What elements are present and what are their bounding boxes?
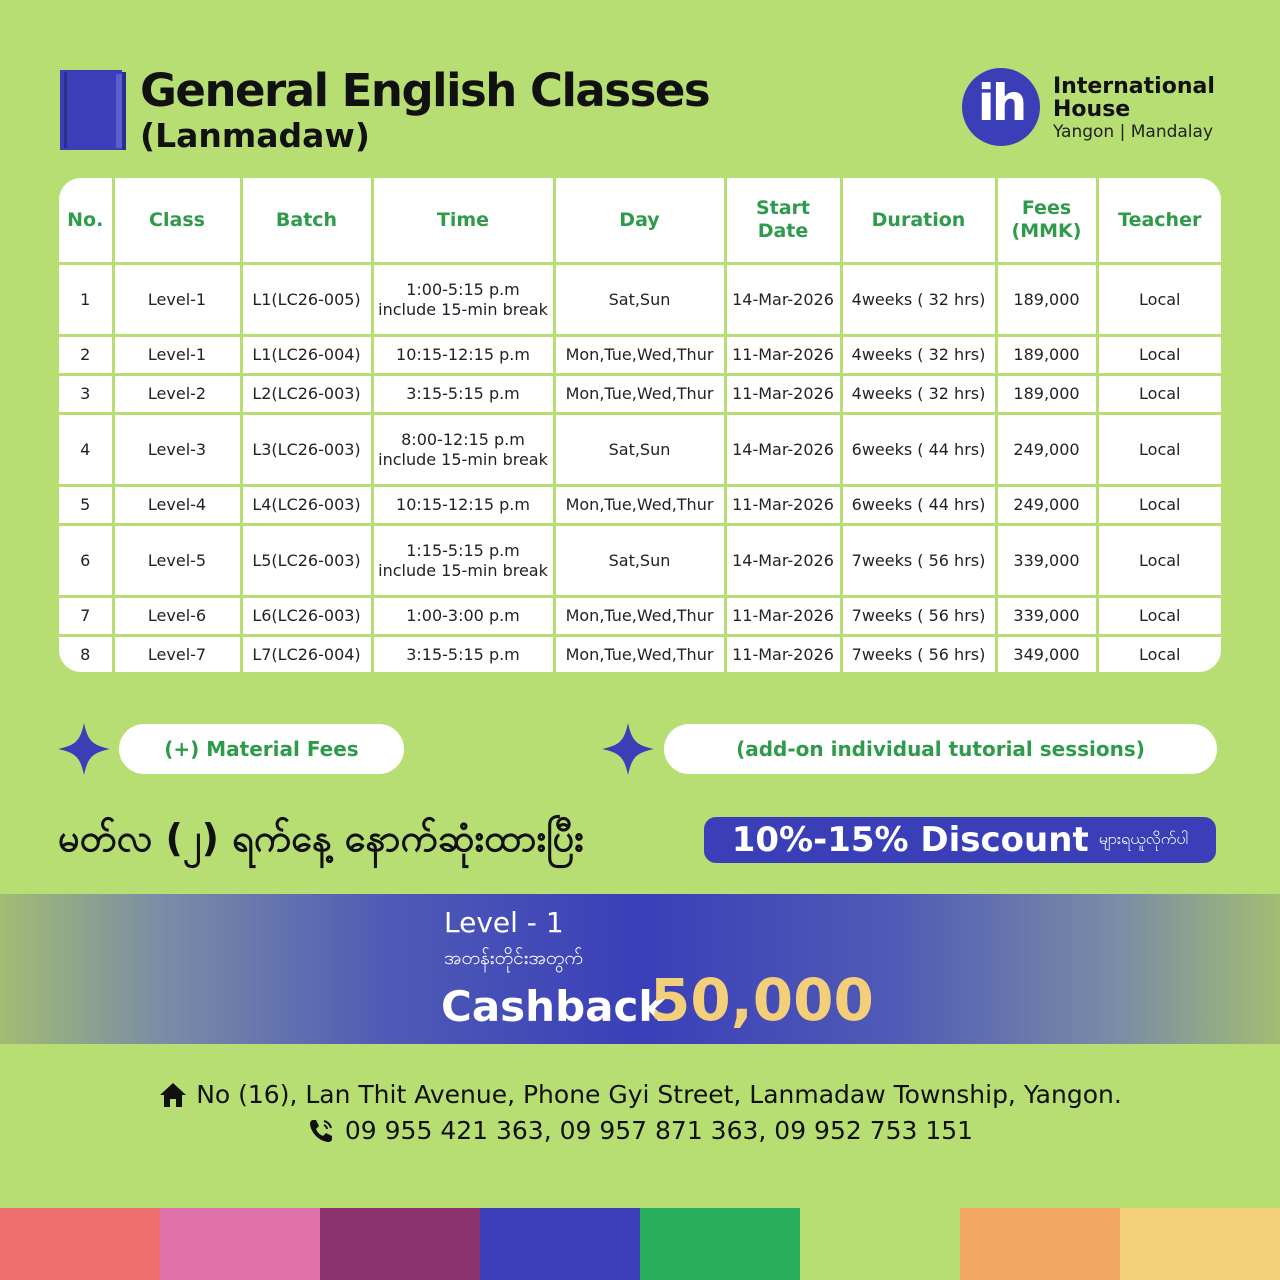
cell-time: [372, 336, 554, 375]
cell-fees: 189,000: [996, 375, 1097, 414]
color-swatch: [480, 1208, 640, 1280]
color-swatch: [800, 1208, 960, 1280]
brand-name-line1: International: [1053, 74, 1215, 99]
cell-duration: 4weeks ( 32 hrs): [841, 264, 996, 336]
color-swatch: [320, 1208, 480, 1280]
column-header: Batch: [241, 178, 372, 264]
cell-fees: 189,000: [996, 264, 1097, 336]
cell-batch: L7(LC26-004): [241, 636, 372, 672]
column-header: Day: [554, 178, 725, 264]
cell-time-note: include 15-min break: [378, 560, 548, 580]
cell-time: [372, 264, 554, 336]
brand-name-line2: House: [1053, 97, 1131, 122]
cell-start: 14-Mar-2026: [725, 413, 841, 485]
color-swatch: [1120, 1208, 1280, 1280]
discount-text: 10%-15% Discount: [731, 820, 1089, 860]
sparkle-icon: [58, 723, 110, 775]
table-header-row: [59, 178, 1221, 264]
cell-no: 8: [59, 636, 113, 672]
cell-teacher: Local: [1097, 636, 1221, 672]
cell-fees: 349,000: [996, 636, 1097, 672]
sparkle-icon: [602, 723, 654, 775]
cashback-level: Level - 1: [444, 906, 564, 939]
cell-time: [372, 597, 554, 636]
cell-duration: 4weeks ( 32 hrs): [841, 375, 996, 414]
cell-class: Level-5: [113, 525, 241, 597]
phone-icon: [307, 1117, 337, 1145]
cell-time-note: include 15-min break: [378, 449, 548, 469]
cell-class: Level-3: [113, 413, 241, 485]
cell-time-note: include 15-min break: [378, 299, 548, 319]
cell-fees: 249,000: [996, 486, 1097, 525]
cell-day: Mon,Tue,Wed,Thur: [554, 636, 725, 672]
cell-time: [372, 525, 554, 597]
cell-teacher: Local: [1097, 375, 1221, 414]
cell-batch: L5(LC26-003): [241, 525, 372, 597]
cell-duration: 7weeks ( 56 hrs): [841, 525, 996, 597]
table-row: [59, 375, 1221, 414]
cell-duration: 6weeks ( 44 hrs): [841, 413, 996, 485]
cell-time-range: 10:15-12:15 p.m: [396, 495, 530, 515]
cell-time-range: 1:15-5:15 p.m: [406, 540, 520, 560]
cell-teacher: Local: [1097, 264, 1221, 336]
cashback-label: Cashback: [441, 982, 667, 1031]
cell-class: Level-1: [113, 264, 241, 336]
column-header: Start Date: [725, 178, 841, 264]
cell-no: 6: [59, 525, 113, 597]
cell-teacher: Local: [1097, 525, 1221, 597]
phone-row: [0, 1116, 1280, 1145]
cell-teacher: Local: [1097, 486, 1221, 525]
column-header: No.: [59, 178, 113, 264]
table-row: [59, 336, 1221, 375]
cell-day: Sat,Sun: [554, 413, 725, 485]
table-row: [59, 597, 1221, 636]
address-text: No (16), Lan Thit Avenue, Phone Gyi Street, Lanmadaw Township, Yangon.: [196, 1080, 1122, 1109]
column-header: Class: [113, 178, 241, 264]
cell-start: 11-Mar-2026: [725, 336, 841, 375]
cell-time-range: 1:00-5:15 p.m: [406, 279, 520, 299]
cell-batch: L4(LC26-003): [241, 486, 372, 525]
cell-class: Level-6: [113, 597, 241, 636]
brand-logo-text: ih: [977, 74, 1025, 132]
cell-class: Level-4: [113, 486, 241, 525]
cell-batch: L1(LC26-004): [241, 336, 372, 375]
cell-no: 5: [59, 486, 113, 525]
cell-day: Mon,Tue,Wed,Thur: [554, 336, 725, 375]
page-title: General English Classes: [140, 64, 710, 117]
brand-logo: [962, 68, 1040, 146]
cell-class: Level-7: [113, 636, 241, 672]
cell-duration: 7weeks ( 56 hrs): [841, 636, 996, 672]
color-swatch: [640, 1208, 800, 1280]
cell-time-range: 3:15-5:15 p.m: [406, 384, 520, 404]
cell-time-range: 3:15-5:15 p.m: [406, 644, 520, 664]
cell-no: 7: [59, 597, 113, 636]
cashback-amount: 50,000: [650, 966, 874, 1034]
tutorial-sessions-note: (add-on individual tutorial sessions): [664, 724, 1217, 774]
cell-day: Mon,Tue,Wed,Thur: [554, 375, 725, 414]
cell-duration: 4weeks ( 32 hrs): [841, 336, 996, 375]
brand-cities: Yangon | Mandalay: [1053, 122, 1214, 142]
cell-no: 3: [59, 375, 113, 414]
schedule-table: [59, 178, 1221, 672]
cell-class: Level-1: [113, 336, 241, 375]
discount-suffix: များရယူလိုက်ပါ: [1098, 829, 1189, 848]
cell-start: 11-Mar-2026: [725, 597, 841, 636]
cell-fees: 189,000: [996, 336, 1097, 375]
address-row: [0, 1080, 1280, 1109]
material-fees-note: (+) Material Fees: [119, 724, 404, 774]
cell-duration: 7weeks ( 56 hrs): [841, 597, 996, 636]
cell-no: 2: [59, 336, 113, 375]
table-row: [59, 525, 1221, 597]
promo-deadline-text: မတ်လ (၂) ရက်နေ့ နောက်ဆုံးထားပြီး: [58, 816, 584, 860]
cell-day: Sat,Sun: [554, 525, 725, 597]
table-row: [59, 636, 1221, 672]
color-swatch: [960, 1208, 1120, 1280]
cell-batch: L3(LC26-003): [241, 413, 372, 485]
discount-badge: [704, 817, 1216, 863]
cell-time: [372, 375, 554, 414]
table-row: [59, 413, 1221, 485]
cell-batch: L1(LC26-005): [241, 264, 372, 336]
column-header: Fees (MMK): [996, 178, 1097, 264]
phone-numbers: 09 955 421 363, 09 957 871 363, 09 952 753 151: [344, 1116, 974, 1145]
cell-start: 11-Mar-2026: [725, 486, 841, 525]
cell-duration: 6weeks ( 44 hrs): [841, 486, 996, 525]
book-icon: [58, 68, 128, 152]
table-row: [59, 486, 1221, 525]
cell-fees: 339,000: [996, 525, 1097, 597]
cell-start: 14-Mar-2026: [725, 525, 841, 597]
cell-teacher: Local: [1097, 336, 1221, 375]
color-swatch: [0, 1208, 160, 1280]
cell-day: Mon,Tue,Wed,Thur: [554, 597, 725, 636]
cell-no: 1: [59, 264, 113, 336]
cell-batch: L2(LC26-003): [241, 375, 372, 414]
cell-fees: 339,000: [996, 597, 1097, 636]
cell-start: 14-Mar-2026: [725, 264, 841, 336]
cell-day: Sat,Sun: [554, 264, 725, 336]
cell-fees: 249,000: [996, 413, 1097, 485]
cell-start: 11-Mar-2026: [725, 375, 841, 414]
column-header: Teacher: [1097, 178, 1221, 264]
cell-start: 11-Mar-2026: [725, 636, 841, 672]
cell-time: [372, 413, 554, 485]
home-icon: [158, 1081, 188, 1109]
decorative-color-strip: [0, 1208, 1280, 1280]
cell-time: [372, 486, 554, 525]
cell-teacher: Local: [1097, 413, 1221, 485]
cell-time-range: 8:00-12:15 p.m: [401, 429, 525, 449]
page-subtitle: (Lanmadaw): [140, 116, 370, 155]
cell-batch: L6(LC26-003): [241, 597, 372, 636]
cell-time: [372, 636, 554, 672]
cell-time-range: 10:15-12:15 p.m: [396, 345, 530, 365]
cell-time-range: 1:00-3:00 p.m: [406, 606, 520, 626]
cell-teacher: Local: [1097, 597, 1221, 636]
cell-no: 4: [59, 413, 113, 485]
color-swatch: [160, 1208, 320, 1280]
column-header: Duration: [841, 178, 996, 264]
column-header: Time: [372, 178, 554, 264]
cashback-burmese-label: အတန်းတိုင်းအတွက်: [444, 947, 583, 969]
cell-day: Mon,Tue,Wed,Thur: [554, 486, 725, 525]
table-row: [59, 264, 1221, 336]
schedule-table-card: [59, 178, 1221, 672]
cell-class: Level-2: [113, 375, 241, 414]
